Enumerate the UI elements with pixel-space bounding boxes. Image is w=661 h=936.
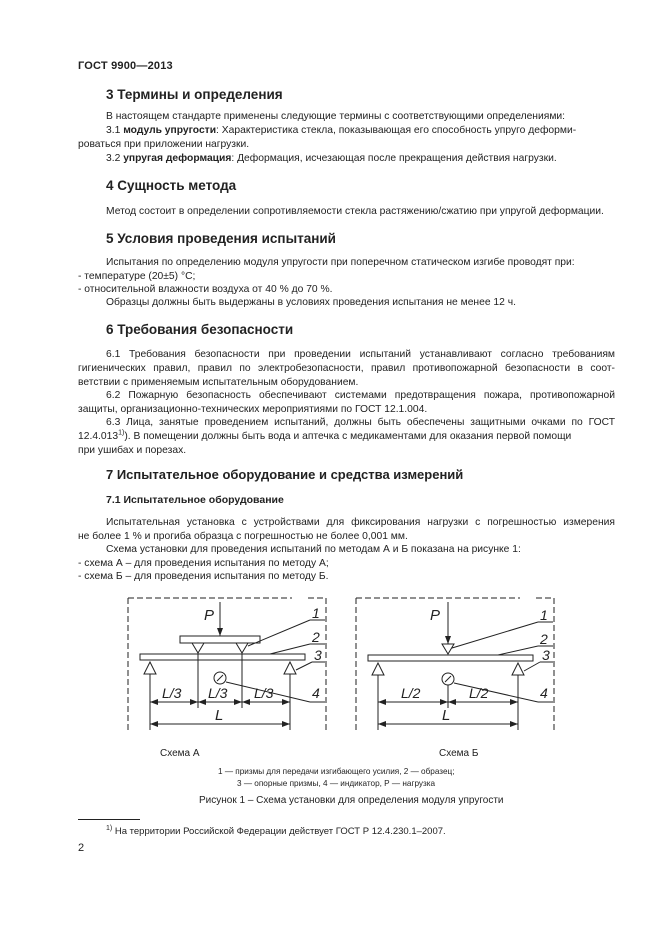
s3-term-1: 3.1 модуль упругости: Характеристика стекла, показывающая его способность упруго деформи- xyxy=(106,125,577,136)
scheme-a-callout-2: 2 xyxy=(312,629,320,645)
scheme-a-dim-l3-1: L/3 xyxy=(162,685,182,701)
scheme-b-callout-2: 2 xyxy=(540,631,548,647)
section-6-title: 6 Требования безопасности xyxy=(106,322,294,337)
section-4-title: 4 Сущность метода xyxy=(106,178,237,193)
s7-p4: - схема Б – для проведения испытания по методу Б. xyxy=(78,571,329,582)
s6-p3-c: при ушибах и порезах. xyxy=(78,445,187,456)
s7-p1-b: не более 1 % и прогиба образца с погрешностью не более 0,001 мм. xyxy=(78,531,408,542)
s7-p2: Схема установки для проведения испытаний по методам А и Б показана на рисунке 1: xyxy=(106,544,521,555)
scheme-a-support-1 xyxy=(144,662,156,674)
scheme-a-callout-3: 3 xyxy=(314,647,322,663)
scheme-a-caption: Схема А xyxy=(160,748,200,759)
scheme-a-frame xyxy=(128,598,326,730)
scheme-a-dim-l: L xyxy=(215,707,224,724)
scheme-b-callout-1: 1 xyxy=(540,607,548,623)
scheme-b-callout-4: 4 xyxy=(540,685,548,701)
s4-text: Метод состоит в определении сопротивляемости стекла растяжению/сжатию при упругой деформации. xyxy=(106,206,604,217)
scheme-b-callout-3: 3 xyxy=(542,647,550,663)
page-number: 2 xyxy=(78,842,85,854)
s6-p3-a: 6.3 Лица, занятые проведением испытаний, должны быть обеспечены защитными очками по ГОСТ xyxy=(106,417,615,428)
s5-line-1: Испытания по определению модуля упругости при поперечном статическом изгибе проводят при: xyxy=(106,257,575,268)
scheme-b-label-p: P xyxy=(430,607,441,624)
s6-p1-c: ветствии с применяемым испытательным оборудованием. xyxy=(78,377,359,388)
scheme-b-dim-l2-1: L/2 xyxy=(401,685,421,701)
scheme-a-specimen xyxy=(140,654,305,660)
s7-p3: - схема А – для проведения испытания по методу А; xyxy=(78,558,329,569)
s7-p1-a: Испытательная установка с устройствами для фиксирования нагрузки с погрешностью измерения xyxy=(106,517,615,528)
footnote: $^{1)}$ На территории Российской Федерации действует ГОСТ Р 12.4.230.1–2007. xyxy=(106,824,446,837)
s6-p2-b: защиты, организационно-технических мероприятиями по ГОСТ 12.1.004. xyxy=(78,404,428,415)
scheme-b-specimen xyxy=(368,655,533,661)
scheme-b-dim-l: L xyxy=(442,707,451,724)
section-5-title: 5 Условия проведения испытаний xyxy=(106,231,336,246)
scheme-b-support-2 xyxy=(512,663,524,675)
s6-p1-b: гигиенических правил, правил по электробезопасности, правил противопожарной безопасности в соот- xyxy=(78,363,615,374)
section-3-title: 3 Термины и определения xyxy=(106,87,283,102)
s6-p1-a: 6.1 Требования безопасности при проведении испытаний устанавливают согласно требованиям xyxy=(106,349,615,360)
figure-caption: Рисунок 1 – Схема установки для определения модуля упругости xyxy=(199,795,504,806)
footnote-rule xyxy=(78,819,140,820)
figure-test-setup xyxy=(120,590,560,760)
scheme-b-support-1 xyxy=(372,663,384,675)
s6-p2-a: 6.2 Пожарную безопасность обеспечивают системами предотвращения пожара, противопожарной xyxy=(106,390,615,401)
scheme-a-load-prism-1 xyxy=(192,643,204,653)
figure-legend-1: 1 — призмы для передачи изгибающего усилия, 2 — образец; xyxy=(218,767,455,776)
scheme-a-dim-l3-2: L/3 xyxy=(208,685,228,701)
s6-p3-b: 12.4.013$^{1)}$). В помещении должны быть вода и аптечка с медикаментами для оказания первой помощи xyxy=(78,429,572,442)
scheme-a-callout-1: 1 xyxy=(312,605,320,621)
section-7-title: 7 Испытательное оборудование и средства измерений xyxy=(106,467,464,482)
scheme-a-dim-l3-3: L/3 xyxy=(254,685,274,701)
figure-legend-2: 3 — опорные призмы, 4 — индикатор, Р — нагрузка xyxy=(237,779,436,788)
scheme-b-frame xyxy=(356,598,554,730)
scheme-b-caption: Схема Б xyxy=(439,748,479,759)
s5-line-4: Образцы должны быть выдержаны в условиях проведения испытания не менее 12 ч. xyxy=(106,297,516,308)
document-header: ГОСТ 9900—2013 xyxy=(78,60,173,72)
scheme-b-load-prism xyxy=(442,644,454,654)
s3-term-1-cont: роваться при приложении нагрузки. xyxy=(78,139,250,150)
scheme-a-callout-4: 4 xyxy=(312,685,320,701)
scheme-a-load-prism-2 xyxy=(236,643,248,653)
s5-line-2: - температуре (20±5) °С; xyxy=(78,271,196,282)
s3-term-2: 3.2 упругая деформация: Деформация, исчезающая после прекращения действия нагрузки. xyxy=(106,153,557,164)
s3-intro: В настоящем стандарте применены следующие термины с соответствующими определениями: xyxy=(106,111,566,122)
scheme-b-dim-l2-2: L/2 xyxy=(469,685,489,701)
scheme-a-load-plate xyxy=(180,636,260,643)
scheme-a-label-p: P xyxy=(204,607,215,624)
s5-line-3: - относительной влажности воздуха от 40 % до 70 %. xyxy=(78,284,333,295)
scheme-a-support-2 xyxy=(284,662,296,674)
section-7-1-title: 7.1 Испытательное оборудование xyxy=(106,494,284,506)
